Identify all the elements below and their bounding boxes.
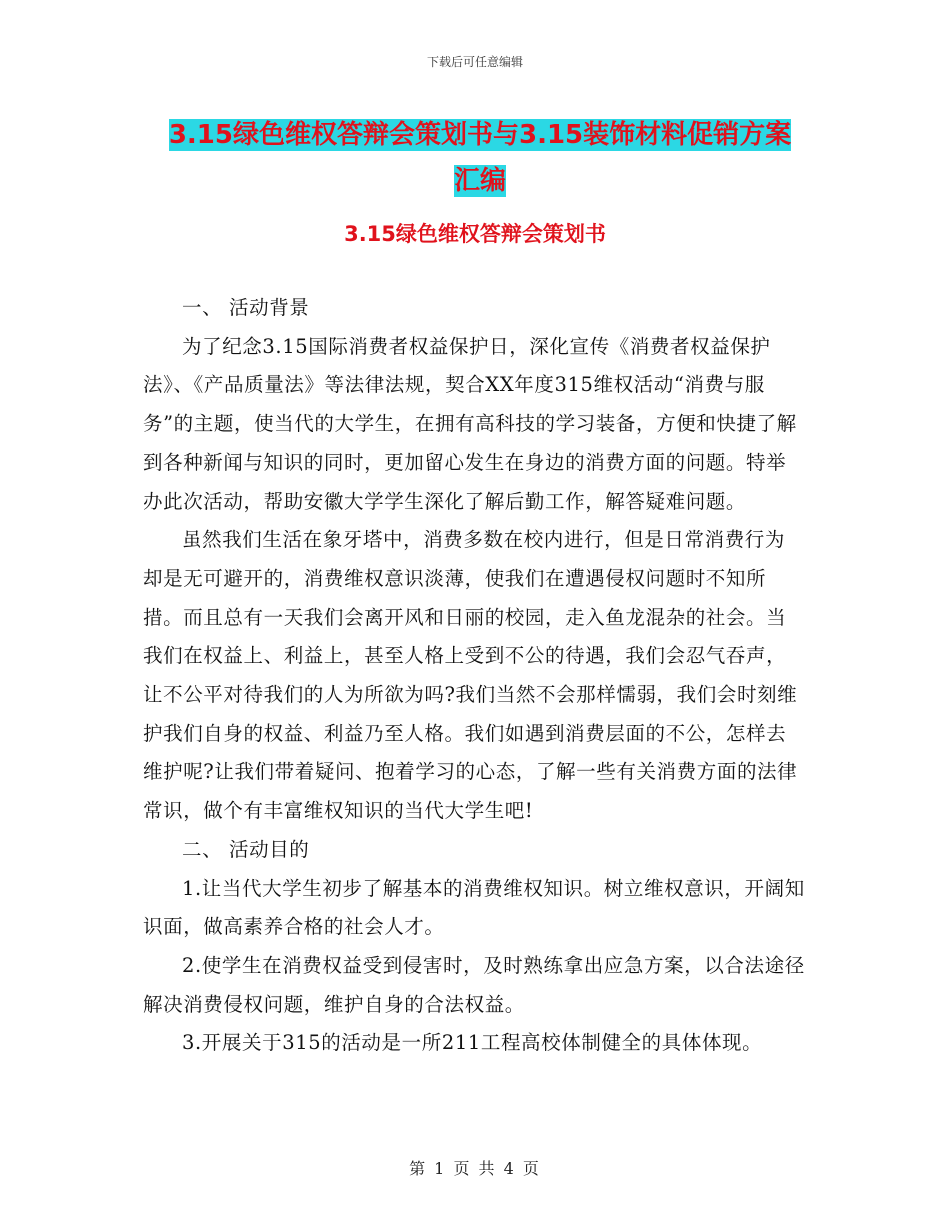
document-title-line-2: 汇编 bbox=[453, 166, 506, 196]
paragraph-background-1: 为了纪念3.15国际消费者权益保护日，深化宣传《消费者权益保护法》、《产品质量法》等法律法规，契合XX年度315维权活动“消费与服务”的主题，使当代的大学生，在拥有高科技的学习装备，方便和快捷了解到各种新闻与知识的同时，更加留心发生在身边的消费方面的问题。特举办此次活动，帮助安徽大学学生深化了解后勤工作，解答疑难问题。 bbox=[143, 334, 797, 513]
document-title-line-1: 3.15绿色维权答辩会策划书与3.15装饰材料促销方案 bbox=[168, 120, 792, 150]
section-title: 3.15绿色维权答辩会策划书 bbox=[344, 222, 606, 246]
heading-activity-background: 一、 活动背景 bbox=[182, 296, 310, 319]
document-body bbox=[143, 289, 805, 1063]
document-title bbox=[140, 112, 820, 204]
page-footer: 第 1 页 共 4 页 bbox=[409, 1159, 541, 1178]
paragraph-purpose-1: 1.让当代大学生初步了解基本的消费维权知识。树立维权意识，开阔知识面，做高素养合格的社会人才。 bbox=[143, 876, 805, 939]
header-note: 下载后可任意编辑 bbox=[426, 55, 523, 69]
paragraph-purpose-2: 2.使学生在消费权益受到侵害时，及时熟练拿出应急方案，以合法途径解决消费侵权问题，维护自身的合法权益。 bbox=[143, 953, 805, 1016]
paragraph-background-2: 虽然我们生活在象牙塔中，消费多数在校内进行，但是日常消费行为却是无可避开的，消费维权意识淡薄，使我们在遭遇侵权问题时不知所措。而且总有一天我们会离开风和日丽的校园，走入鱼龙混杂的社会。当我们在权益上、利益上，甚至人格上受到不公的待遇，我们会忍气吞声，让不公平对待我们的人为所欲为吗?我们当然不会那样懦弱，我们会时刻维护我们自身的权益、利益乃至人格。我们如遇到消费层面的不公，怎样去维护呢?让我们带着疑问、抱着学习的心态，了解一些有关消费方面的法律常识，做个有丰富维权知识的当代大学生吧! bbox=[143, 528, 798, 823]
heading-activity-purpose: 二、 活动目的 bbox=[182, 837, 310, 861]
paragraph-purpose-3: 3.开展关于315的活动是一所211工程高校体制健全的具体体现。 bbox=[182, 1031, 763, 1055]
